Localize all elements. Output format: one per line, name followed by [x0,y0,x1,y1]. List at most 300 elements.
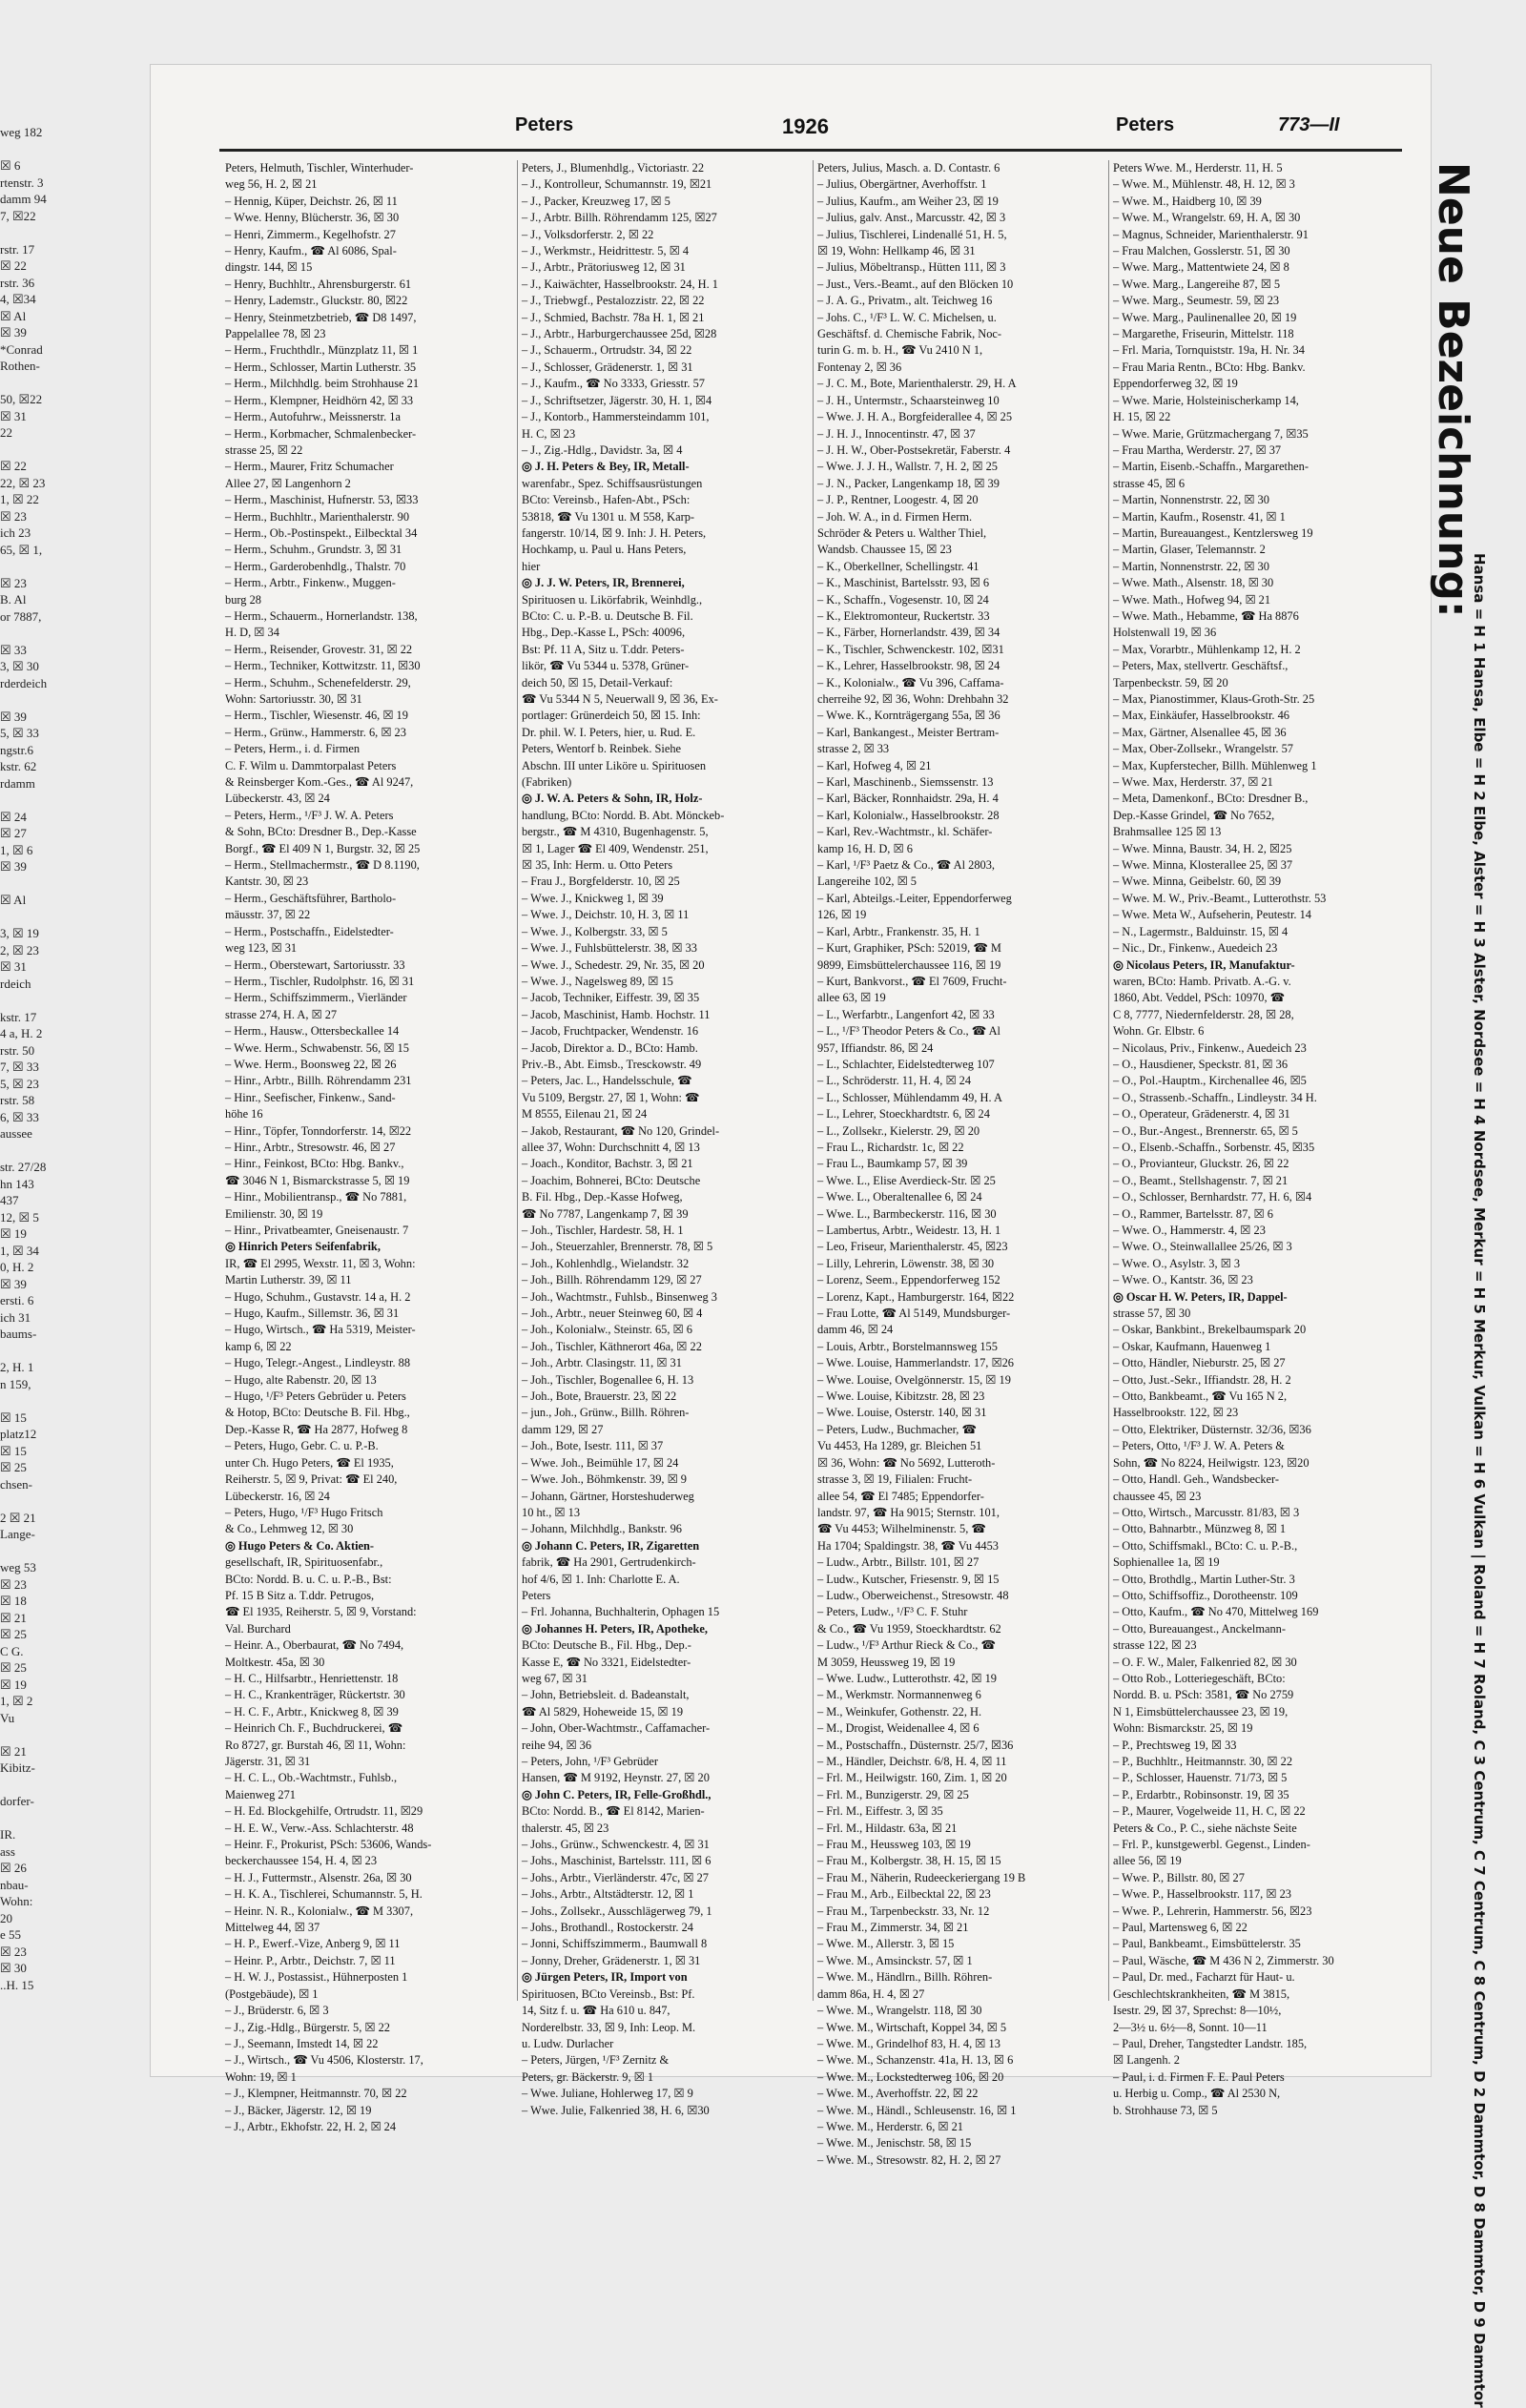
listing-entry: – Johs. C., ¹/F³ L. W. C. Michelsen, u. [817,310,997,324]
listing-entry: – Joh., Billh. Röhrendamm 129, ☒ 27 [522,1273,702,1287]
strip-line: ☒ 22 [0,459,27,473]
strip-line: 0, H. 2 [0,1260,34,1274]
listing-entry: reihe 94, ☒ 36 [522,1738,592,1752]
listing-entry: – Wwe. Louise, Hammerlandstr. 17, ☒26 [817,1356,1014,1370]
strip-line: weg 182 [0,125,43,139]
listing-entry: ◎ Johannes H. Peters, IR, Apotheke, [522,1621,708,1636]
listing-entry: Dr. phil. W. I. Peters, hier, u. Rud. E. [522,725,696,739]
listing-entry: – Paul, i. d. Firmen F. E. Paul Peters [1113,2069,1285,2084]
listing-entry: – Heinr. P., Arbtr., Deichstr. 7, ☒ 11 [225,1953,396,1967]
listing-entry: (Fabriken) [522,775,572,790]
listing-entry: Holstenwall 19, ☒ 36 [1113,626,1217,640]
strip-line: 1, ☒ 6 [0,842,33,857]
listing-entry: – Kurt, Bankvorst., ☎ El 7609, Frucht- [817,974,1007,988]
listing-entry: – H. E. W., Verw.-Ass. Schlachterstr. 48 [225,1821,414,1835]
listing-entry: – Heinr. N. R., Kolonialw., ☎ M 3307, [225,1904,414,1918]
listing-entry: ☒ 1, Lager ☎ El 409, Wendenstr. 251, [522,841,709,855]
listing-entry: – Otto, Schiffsmakl., BCto: C. u. P.-B., [1113,1538,1298,1553]
listing-entry: dingstr. 144, ☒ 15 [225,260,313,275]
listing-entry: hier [522,559,541,573]
listing-entry: – Karl, ¹/F³ Paetz & Co., ☎ Al 2803, [817,858,995,873]
listing-entry: – Jonni, Schiffszimmerm., Baumwall 8 [522,1937,708,1951]
listing-entry: – J. H., Untermstr., Schaarsteinweg 10 [817,393,1000,407]
listing-entry: – J., Arbtr., Harburgerchaussee 25d, ☒28 [522,327,717,341]
strip-line: 20 [0,1910,12,1925]
strip-line [0,1810,132,1827]
listing-entry: – Joh., Bote, Isestr. 111, ☒ 37 [522,1439,664,1453]
strip-line: ☒ 39 [0,1276,27,1291]
listing-entry: – Herm., Schuhm., Grundstr. 3, ☒ 31 [225,543,402,557]
listing-entry: handlung, BCto: Nordd. B. Abt. Mönckeb- [522,808,725,822]
listing-entry: – Joh., Bote, Brauerstr. 23, ☒ 22 [522,1389,677,1404]
listing-entry: – Joach., Konditor, Bachstr. 3, ☒ 21 [522,1157,693,1171]
listing-entry: – Johs., Brothandl., Rostockerstr. 24 [522,1921,694,1935]
listing-entry: – John, Betriebsleit. d. Badeanstalt, [522,1688,690,1702]
listing-entry: burg 28 [225,592,261,607]
listing-entry: Hbg., Dep.-Kasse L, PSch: 40096, [522,626,686,640]
listing-entry: – Wwe. J., Kolbergstr. 33, ☒ 5 [522,924,668,938]
listing-entry: – Hugo, Wirtsch., ☎ Ha 5319, Meister- [225,1323,416,1337]
listing-entry: – Hugo, Kaufm., Sillemstr. 36, ☒ 31 [225,1307,400,1321]
listing-entry: – J., Zig.-Hdlg., Davidstr. 3a, ☒ 4 [522,442,683,457]
strip-line: ☒ Al [0,893,27,907]
strip-line [0,992,132,1009]
listing-entry: – J., Klempner, Heitmannstr. 70, ☒ 22 [225,2087,407,2101]
listing-entry: – Ludw., ¹/F³ Arthur Rieck & Co., ☎ [817,1638,996,1653]
listing-entry: – K., Oberkellner, Schellingstr. 41 [817,559,980,573]
listing-column-3 [813,160,1103,2167]
strip-line [0,375,132,392]
listing-entry: – Martin, Nonnenstrstr. 22, ☒ 30 [1113,493,1269,507]
listing-entry: – Karl, Hofweg 4, ☒ 21 [817,758,932,772]
listing-entry: Peters [522,1588,551,1602]
listing-entry: – Julius, Obergärtner, Averhoffstr. 1 [817,177,987,192]
listing-entry: – P., Erdarbtr., Robinsonstr. 19, ☒ 35 [1113,1787,1289,1801]
listing-entry: – Heinrich Ch. F., Buchdruckerei, ☎ [225,1721,403,1736]
listing-entry: – Wwe. Joh., Böhmkenstr. 39, ☒ 9 [522,1472,687,1487]
strip-line: 3, ☒ 30 [0,659,39,673]
listing-entry: Peters, gr. Bäckerstr. 9, ☒ 1 [522,2069,654,2084]
listing-entry: – Herm., Schuhm., Schenefelderstr. 29, [225,675,411,689]
listing-entry: Bst: Pf. 11 A, Sitz u. T.ddr. Peters- [522,642,685,656]
listing-entry: – Wwe. M., Wirtschaft, Koppel 34, ☒ 5 [817,2020,1007,2034]
listing-entry: – Herm., Garderobenhdlg., Thalstr. 70 [225,559,406,573]
strip-line: 2, H. 1 [0,1360,34,1374]
listing-entry: – Margarethe, Friseurin, Mittelstr. 118 [1113,327,1294,341]
listing-entry: – Henry, Lademstr., Gluckstr. 80, ☒22 [225,294,408,308]
listing-entry: – Karl, Maschinenb., Siemssenstr. 13 [817,775,994,790]
listing-entry: Val. Burchard [225,1621,291,1636]
strip-line: ☒ Al [0,308,27,323]
listing-entry: – L., Schlosser, Mühlendamm 49, H. A [817,1090,1002,1104]
listing-entry: Peters & Co., P. C., siehe nächste Seite [1113,1821,1297,1835]
listing-entry: – H. W. J., Postassist., Hühnerposten 1 [225,1970,408,1985]
listing-entry: – Herm., Schauerm., Hornerlandstr. 138, [225,608,418,623]
listing-entry: – Wwe. J. J. H., Wallstr. 7, H. 2, ☒ 25 [817,460,998,474]
strip-line: 3, ☒ 19 [0,926,39,940]
listing-entry: ☒ 36, Wohn: ☎ No 5692, Lutteroth- [817,1455,996,1470]
listing-entry: – Peters, Herm., ¹/F³ J. W. A. Peters [225,808,394,822]
listing-entry: unter Ch. Hugo Peters, ☎ El 1935, [225,1455,394,1470]
listing-entry: – J., Kontorb., Hammersteindamm 101, [522,410,710,424]
listing-entry: – Frl. Johanna, Buchhalterin, Ophagen 15 [522,1605,720,1619]
strip-line [0,909,132,926]
listing-entry: – Otto, Just.-Sekr., Iffiandstr. 28, H. 2 [1113,1372,1291,1387]
listing-entry: H. C, ☒ 23 [522,426,576,441]
listing-entry: Emilienstr. 30, ☒ 19 [225,1206,323,1221]
listing-entry: b. Strohhause 73, ☒ 5 [1113,2103,1218,2117]
listing-entry: – J., Bäcker, Jägerstr. 12, ☒ 19 [225,2103,372,2117]
strip-line: baums- [0,1327,37,1341]
listing-entry: – Hugo, ¹/F³ Peters Gebrüder u. Peters [225,1389,406,1404]
listing-entry: warenfabr., Spez. Schiffsausrüstungen [522,476,703,490]
listing-entry: – L., Lehrer, Stoeckhardtstr. 6, ☒ 24 [817,1107,990,1122]
listing-entry: ◎ Nicolaus Peters, IR, Manufaktur- [1113,957,1295,972]
listing-entry: Kasse E, ☎ No 3321, Eidelstedter- [522,1655,691,1669]
listing-entry: Wohn. Gr. Elbstr. 6 [1113,1024,1205,1039]
listing-entry: Norderelbstr. 33, ☒ 9, Inh: Leop. M. [522,2020,696,2034]
listing-entry: – Wwe. Marg., Mattentwiete 24, ☒ 8 [1113,260,1289,275]
listing-entry: – Herm., Fruchthdlr., Münzplatz 11, ☒ 1 [225,343,419,358]
listing-entry: likör, ☎ Vu 5344 u. 5378, Grüner- [522,659,690,673]
listing-entry: – J., Kaiwächter, Hasselbrookstr. 24, H. 1 [522,277,718,291]
listing-entry: ☒ Langenh. 2 [1113,2053,1180,2068]
strip-line: 2 ☒ 21 [0,1510,36,1525]
listing-entry: N 1, Eimsbüttelerchaussee 23, ☒ 19, [1113,1704,1289,1719]
listing-entry: Mittelweg 44, ☒ 37 [225,1921,320,1935]
listing-entry: – Wwe. Marg., Seumestr. 59, ☒ 23 [1113,294,1280,308]
listing-entry: turin G. m. b. H., ☎ Vu 2410 N 1, [817,343,983,358]
listing-entry: – Max, Einkäufer, Hasselbrookstr. 46 [1113,709,1289,723]
listing-entry: – Johann, Gärtner, Horsteshuderweg [522,1489,694,1503]
listing-entry: – Wwe. P., Lehrerin, Hammerstr. 56, ☒23 [1113,1904,1312,1918]
listing-entry: – H. C. L., Ob.-Wachtmstr., Fuhlsb., [225,1771,398,1785]
strip-line: ich 23 [0,525,31,540]
listing-entry: & Reinsberger Kom.-Ges., ☎ Al 9247, [225,775,414,790]
listing-entry: – Martin, Nonnenstrstr. 22, ☒ 30 [1113,559,1269,573]
listing-entry: – Joh. W. A., in d. Firmen Herm. [817,509,973,524]
listing-entry: u. Ludw. Durlacher [522,2036,614,2050]
strip-line: ..H. 15 [0,1977,34,1992]
strip-line: B. Al [0,592,27,607]
strip-line: ☒ 25 [0,1460,27,1474]
strip-line: ☒ 25 [0,1660,27,1675]
listing-entry: – Wwe. Herm., Schwabenstr. 56, ☒ 15 [225,1040,409,1055]
strip-line: kstr. 62 [0,759,37,773]
listing-entry: – Martin, Glaser, Telemannstr. 2 [1113,543,1266,557]
strip-line: 437 [0,1193,19,1207]
listing-entry: – Wwe. J., Nagelsweg 89, ☒ 15 [522,974,673,988]
strip-line [0,1343,132,1360]
listing-entry: – Wwe. Minna, Baustr. 34, H. 2, ☒25 [1113,841,1292,855]
listing-entry: – Henry, Steinmetzbetrieb, ☎ D8 1497, [225,310,417,324]
listing-entry: ☎ Vu 5344 N 5, Neuerwall 9, ☒ 36, Ex- [522,692,718,706]
listing-entry: – Herm., Arbtr., Finkenw., Muggen- [225,576,396,590]
listing-entry: – Karl, Bäcker, Ronnhaidstr. 29a, H. 4 [817,792,999,806]
strip-line: 65, ☒ 1, [0,542,43,557]
listing-entry: Peters, J., Blumenhdlg., Victoriastr. 22 [522,161,705,175]
listing-entry: – Johann, Milchhdlg., Bankstr. 96 [522,1522,682,1536]
previous-page-strip [0,124,132,1992]
listing-entry: – Max, Pianostimmer, Klaus-Groth-Str. 25 [1113,692,1315,706]
listing-entry: Eppendorferweg 32, ☒ 19 [1113,377,1238,391]
listing-entry: Peters, Helmuth, Tischler, Winterhuder- [225,161,414,175]
strip-line: 5, ☒ 33 [0,726,39,740]
listing-entry: – Heinr. A., Oberbaurat, ☎ No 7494, [225,1638,404,1653]
listing-entry: – Frau M., Tarpenbeckstr. 33, Nr. 12 [817,1904,990,1918]
strip-line [0,442,132,459]
listing-entry: – Joh., Arbtr., neuer Steinweg 60, ☒ 4 [522,1307,703,1321]
listing-entry: – H. C. F., Arbtr., Knickweg 8, ☒ 39 [225,1704,399,1719]
strip-line: kstr. 17 [0,1009,37,1024]
listing-entry: – Lilly, Lehrerin, Löwenstr. 38, ☒ 30 [817,1256,995,1270]
listing-entry: – Wwe. Marie, Grützmachergang 7, ☒35 [1113,426,1309,441]
listing-entry: – Frau Maria Rentn., BCto: Hbg. Bankv. [1113,360,1306,374]
listing-entry: – Kurt, Graphiker, PSch: 52019, ☎ M [817,941,1001,956]
listing-entry: Kantstr. 30, ☒ 23 [225,875,309,889]
listing-entry: – Jakob, Restaurant, ☎ No 120, Grindel- [522,1123,720,1138]
listing-entry: – O., Beamt., Stellshagenstr. 7, ☒ 21 [1113,1173,1289,1187]
listing-entry: – Wwe. M., Mühlenstr. 48, H. 12, ☒ 3 [1113,177,1295,192]
listing-entry: – Frl. M., Heilwigstr. 160, Zim. 1, ☒ 20 [817,1771,1007,1785]
listing-entry: weg 56, H. 2, ☒ 21 [225,177,318,192]
listing-entry: – Otto, Händler, Nieburstr. 25, ☒ 27 [1113,1356,1286,1370]
strip-line: 22, ☒ 23 [0,475,46,490]
strip-line [0,1142,132,1160]
listing-entry: – J. H. W., Ober-Postsekretär, Faberstr. 4 [817,442,1011,457]
listing-entry: höhe 16 [225,1107,263,1122]
listing-entry: – Martin, Kaufm., Rosenstr. 41, ☒ 1 [1113,509,1286,524]
listing-entry: – Frl. M., Hildastr. 63a, ☒ 21 [817,1821,958,1835]
listing-entry: Ro 8727, gr. Burstah 46, ☒ 11, Wohn: [225,1738,406,1752]
listing-entry: – O., Hausdiener, Speckstr. 81, ☒ 36 [1113,1057,1289,1071]
listing-entry: – Johs., Arbtr., Vierländerstr. 47c, ☒ 27 [522,1870,709,1884]
listing-entry: – Hugo, Schuhm., Gustavstr. 14 a, H. 2 [225,1289,411,1304]
listing-entry: – Hinr., Mobilientransp., ☎ No 7881, [225,1190,407,1204]
strip-line: ersti. 6 [0,1293,34,1307]
listing-entry: – Frau J., Borgfelderstr. 10, ☒ 25 [522,875,680,889]
listing-entry: – Otto, Bureauangest., Anckelmann- [1113,1621,1286,1636]
listing-entry: – J., Arbtr., Ekhofstr. 22, H. 2, ☒ 24 [225,2119,397,2133]
listing-entry: – J., Schmied, Bachstr. 78a H. 1, ☒ 21 [522,310,705,324]
strip-line [0,224,132,241]
listing-entry: – Wwe. M., Wrangelstr. 118, ☒ 30 [817,2004,982,2018]
listing-entry: – Wwe. O., Kantstr. 36, ☒ 23 [1113,1273,1253,1287]
listing-entry: – Hinr., Privatbeamter, Gneisenaustr. 7 [225,1224,409,1237]
listing-entry: C 8, 7777, Niedernfelderstr. 28, ☒ 28, [1113,1007,1294,1021]
listing-entry: – Wwe. Juliane, Hohlerweg 17, ☒ 9 [522,2087,693,2101]
listing-entry: – Wwe. O., Hammerstr. 4, ☒ 23 [1113,1224,1266,1237]
listing-entry: – Hinr., Feinkost, BCto: Hbg. Bankv., [225,1157,404,1171]
strip-line: ☒ 26 [0,1861,27,1875]
listing-entry: ☎ Vu 4453; Wilhelminenstr. 5, ☎ [817,1522,986,1536]
listing-entry: weg 67, ☒ 31 [522,1671,588,1685]
listing-entry: (Postgebäude), ☒ 1 [225,1986,319,2001]
listing-entry: – J. A. G., Privatm., alt. Teichweg 16 [817,294,993,308]
listing-entry: Wohn: Bismarckstr. 25, ☒ 19 [1113,1721,1253,1736]
listing-entry: Vu 5109, Bergstr. 27, ☒ 1, Wohn: ☎ [522,1090,700,1104]
listing-entry: – N., Lagermstr., Balduinstr. 15, ☒ 4 [1113,924,1289,938]
listing-entry: – Frau L., Richardstr. 1c, ☒ 22 [817,1140,964,1154]
listing-entry: – Frau M., Zimmerstr. 34, ☒ 21 [817,1921,969,1935]
strip-line: 7, ☒ 33 [0,1060,39,1074]
listing-entry: – Wwe. Marie, Holsteinischerkamp 14, [1113,393,1299,407]
listing-entry: – Ludw., Oberweichenst., Stresowstr. 48 [817,1588,1009,1602]
listing-entry: – Wwe. Louise, Osterstr. 140, ☒ 31 [817,1406,987,1420]
strip-line [0,1726,132,1743]
strip-line: Vu [0,1710,15,1725]
listing-entry: – Wwe. Max, Herderstr. 37, ☒ 21 [1113,775,1273,790]
listing-entry: – J., Packer, Kreuzweg 17, ☒ 5 [522,194,670,208]
strip-line: 1, ☒ 22 [0,492,39,506]
listing-entry: – H. C., Hilfsarbtr., Henriettenstr. 18 [225,1671,399,1685]
strip-line [0,1543,132,1560]
strip-line: ☒ 15 [0,1410,27,1425]
listing-entry: – Paul, Wäsche, ☎ M 436 N 2, Zimmerstr. 30 [1113,1953,1334,1967]
header-right-name: Peters [1116,114,1175,135]
listing-entry: – Karl, Kolonialw., Hasselbrookstr. 28 [817,808,1000,822]
strip-line: ☒ 25 [0,1627,27,1641]
listing-entry: mäusstr. 37, ☒ 22 [225,908,311,922]
listing-entry: – Otto, Handl. Geh., Wandsbecker- [1113,1472,1280,1487]
listing-entry: – Leo, Friseur, Marienthalerstr. 45, ☒23 [817,1240,1008,1254]
listing-entry: – Karl, Arbtr., Frankenstr. 35, H. 1 [817,924,980,938]
listing-entry: – Joh., Kolonialw., Steinstr. 65, ☒ 6 [522,1323,692,1337]
strip-line: ☒ 23 [0,1944,27,1959]
listing-entry: – J. P., Rentner, Loogestr. 4, ☒ 20 [817,493,979,507]
listing-entry: kamp 6, ☒ 22 [225,1339,292,1353]
strip-line: ☒ 18 [0,1594,27,1608]
listing-entry: – Wwe. M., Haidberg 10, ☒ 39 [1113,194,1262,208]
listing-entry: – Wwe. Herm., Boonsweg 22, ☒ 26 [225,1057,397,1071]
strip-line: e 55 [0,1927,22,1942]
listing-entry: – Wwe. M., Schanzenstr. 41a, H. 13, ☒ 6 [817,2053,1014,2068]
strip-line: C G. [0,1643,24,1658]
listing-entry: landstr. 97, ☎ Ha 9015; Sternstr. 101, [817,1505,1000,1519]
listing-entry: beckerchaussee 154, H. 4, ☒ 23 [225,1854,378,1868]
listing-entry: hof 4/6, ☒ 1. Inh: Charlotte E. A. [522,1572,680,1586]
listing-entry: – Wwe. Minna, Klosterallee 25, ☒ 37 [1113,858,1293,873]
listing-entry: Sophienallee 1a, ☒ 19 [1113,1555,1220,1570]
listing-entry: chaussee 45, ☒ 23 [1113,1489,1202,1503]
strip-line: or 7887, [0,608,42,624]
listing-entry: – Frau Lotte, ☎ Al 5149, Mundsburger- [817,1307,1011,1321]
listing-entry: – Peters, Herm., i. d. Firmen [225,742,361,756]
listing-entry: Spirituosen u. Likörfabrik, Weinhdlg., [522,592,703,607]
strip-line: 2, ☒ 23 [0,942,39,957]
listing-entry: – Wwe. P., Hasselbrookstr. 117, ☒ 23 [1113,1887,1291,1902]
listing-entry: – Frl. M., Bunzigerstr. 29, ☒ 25 [817,1787,969,1801]
listing-entry: – Oskar, Bankbint., Brekelbaumspark 20 [1113,1323,1307,1337]
listing-entry: – Herm., Grünw., Hammerstr. 6, ☒ 23 [225,725,406,739]
listing-entry: – Otto, Kaufm., ☎ No 470, Mittelweg 169 [1113,1605,1319,1619]
strip-line: ☒ 15 [0,1443,27,1458]
listing-entry: – Wwe. K., Kornträgergang 55a, ☒ 36 [817,709,1000,723]
listing-entry: – Paul, Dr. med., Facharzt für Haut- u. [1113,1970,1295,1985]
listing-entry: – Paul, Martensweg 6, ☒ 22 [1113,1921,1248,1935]
listing-entry: Hansen, ☎ M 9192, Heynstr. 27, ☒ 20 [522,1771,710,1785]
strip-line [0,141,132,158]
listing-entry: BCto: Nordd. B. u. C. u. P.-B., Bst: [225,1572,392,1586]
listing-entry: – P., Buchhltr., Heitmannstr. 30, ☒ 22 [1113,1755,1293,1768]
strip-line: Wohn: [0,1894,33,1908]
listing-entry: – Max, Ober-Zollsekr., Wrangelstr. 57 [1113,742,1293,756]
header-page-number: 773—II [1278,114,1340,135]
listing-entry: waren, BCto: Hamb. Privatb. A.-G. v. [1113,974,1291,988]
listing-entry: – Johs., Maschinist, Bartelsstr. 111, ☒ 6 [522,1854,711,1868]
listing-entry: Nordd. B. u. PSch: 3581, ☎ No 2759 [1113,1688,1294,1702]
listing-entry: – Ludw., Kutscher, Friesenstr. 9, ☒ 15 [817,1572,1000,1586]
listing-entry: – Wwe. J., Deichstr. 10, H. 3, ☒ 11 [522,908,690,922]
listing-entry: – Wwe. M., Stresowstr. 82, H. 2, ☒ 27 [817,2152,1001,2167]
listing-entry: – Johs., Arbtr., Altstädterstr. 12, ☒ 1 [522,1887,694,1902]
listing-entry: – Herm., Milchhdlg. beim Strohhause 21 [225,377,420,391]
listing-entry: – jun., Joh., Grünw., Billh. Röhren- [522,1406,690,1420]
strip-line: 22 [0,425,12,440]
listing-entry: – O., Strassenb.-Schaffn., Lindleystr. 34 H. [1113,1090,1317,1104]
strip-line: platz12 [0,1427,37,1441]
listing-column-4 [1108,160,1399,2117]
listing-entry: – Herm., Autofuhrw., Meissnerstr. 1a [225,410,401,424]
listing-entry: – L., Zollsekr., Kielerstr. 29, ☒ 20 [817,1123,980,1138]
listing-entry: – Wwe. M., Lockstedterweg 106, ☒ 20 [817,2069,1004,2084]
listing-entry: – Henry, Buchhltr., Ahrensburgerstr. 61 [225,277,412,291]
listing-entry: – Herm., Techniker, Kottwitzstr. 11, ☒30 [225,659,421,673]
listing-entry: – Frau L., Baumkamp 57, ☒ 39 [817,1157,968,1171]
listing-entry: – Karl, Rev.-Wachtmstr., kl. Schäfer- [817,825,993,839]
listing-entry: – J., Volksdorferstr. 2, ☒ 22 [522,227,654,241]
listing-entry: strasse 3, ☒ 19, Filialen: Frucht- [817,1472,973,1487]
strip-line: aussee [0,1126,32,1141]
listing-entry: – Joh., Arbtr. Clasingstr. 11, ☒ 31 [522,1356,682,1370]
listing-entry: – Wwe. O., Steinwallallee 25/26, ☒ 3 [1113,1240,1292,1254]
listing-entry: – Herm., Tischler, Rudolphstr. 16, ☒ 31 [225,974,415,988]
listing-entry: – Wwe. Henny, Blücherstr. 36, ☒ 30 [225,211,400,225]
listing-entry: – M., Drogist, Weidenallee 4, ☒ 6 [817,1721,980,1736]
listing-entry: – J., Seemann, Imstedt 14, ☒ 22 [225,2036,379,2050]
strip-line: Lange- [0,1527,35,1541]
listing-entry: Geschäftsf. d. Chemische Fabrik, Noc- [817,327,1002,341]
strip-line: ☒ 6 [0,158,21,173]
listing-entry: – Wwe. M., Amsinckstr. 57, ☒ 1 [817,1953,973,1967]
listing-entry: – Hinr., Seefischer, Finkenw., Sand- [225,1090,396,1104]
strip-line [0,691,132,709]
strip-line: hn 143 [0,1176,34,1191]
strip-line: ☒ 31 [0,959,27,974]
listing-entry: – Wwe. M. W., Priv.-Beamt., Lutterothstr. 53 [1113,891,1327,905]
listing-entry: ◎ John C. Peters, IR, Felle-Großhdl., [522,1787,711,1801]
listing-entry: & Sohn, BCto: Dresdner B., Dep.-Kasse [225,825,417,839]
listing-entry: Sohn, ☎ No 8224, Heilwigstr. 123, ☒20 [1113,1455,1309,1470]
sidebar-exchange-codes: Hansa = H 1 Hansa, Elbe = H 2 Elbe, Alster = H 3 Alster, Nordsee = H 4 Nordsee, Merkur = H 5 Merkur, Vulkan = H 6 Vulkan | Roland = H 7 Roland, C 3 Centrum, C 7 Centrum, C 8 Centrum, D 2 Dammtor, D 8 Dammtor, D 9 Dammtor [1471,553,1488,2408]
listing-entry: Pappelallee 78, ☒ 23 [225,327,326,341]
strip-line: 5, ☒ 23 [0,1076,39,1091]
listing-entry: Allee 27, ☒ Langenhorn 2 [225,476,351,490]
listing-entry: damm 46, ☒ 24 [817,1323,894,1337]
listing-entry: 126, ☒ 19 [817,908,867,922]
listing-entry: – Herm., Buchhltr., Marienthalerstr. 90 [225,509,410,524]
listing-entry: – Wwe. Ludw., Lutterothstr. 42, ☒ 19 [817,1671,997,1685]
listing-entry: Priv.-B., Abt. Eimsb., Tresckowstr. 49 [522,1057,702,1071]
listing-entry: – P., Maurer, Vogelweide 11, H. C, ☒ 22 [1113,1804,1306,1819]
listing-entry: – Wwe. M., Herderstr. 6, ☒ 21 [817,2119,964,2133]
listing-entry: – M., Postschaffn., Düsternstr. 25/7, ☒36 [817,1738,1014,1752]
listing-entry: 14, Sitz f. u. ☎ Ha 610 u. 847, [522,2004,670,2018]
listing-entry: – Wwe. M., Averhoffstr. 22, ☒ 22 [817,2087,979,2101]
strip-line: 12, ☒ 5 [0,1209,39,1225]
listing-entry: – J., Zig.-Hdlg., Bürgerstr. 5, ☒ 22 [225,2020,390,2034]
listing-entry: – Joh., Tischler, Bogenallee 6, H. 13 [522,1372,694,1387]
